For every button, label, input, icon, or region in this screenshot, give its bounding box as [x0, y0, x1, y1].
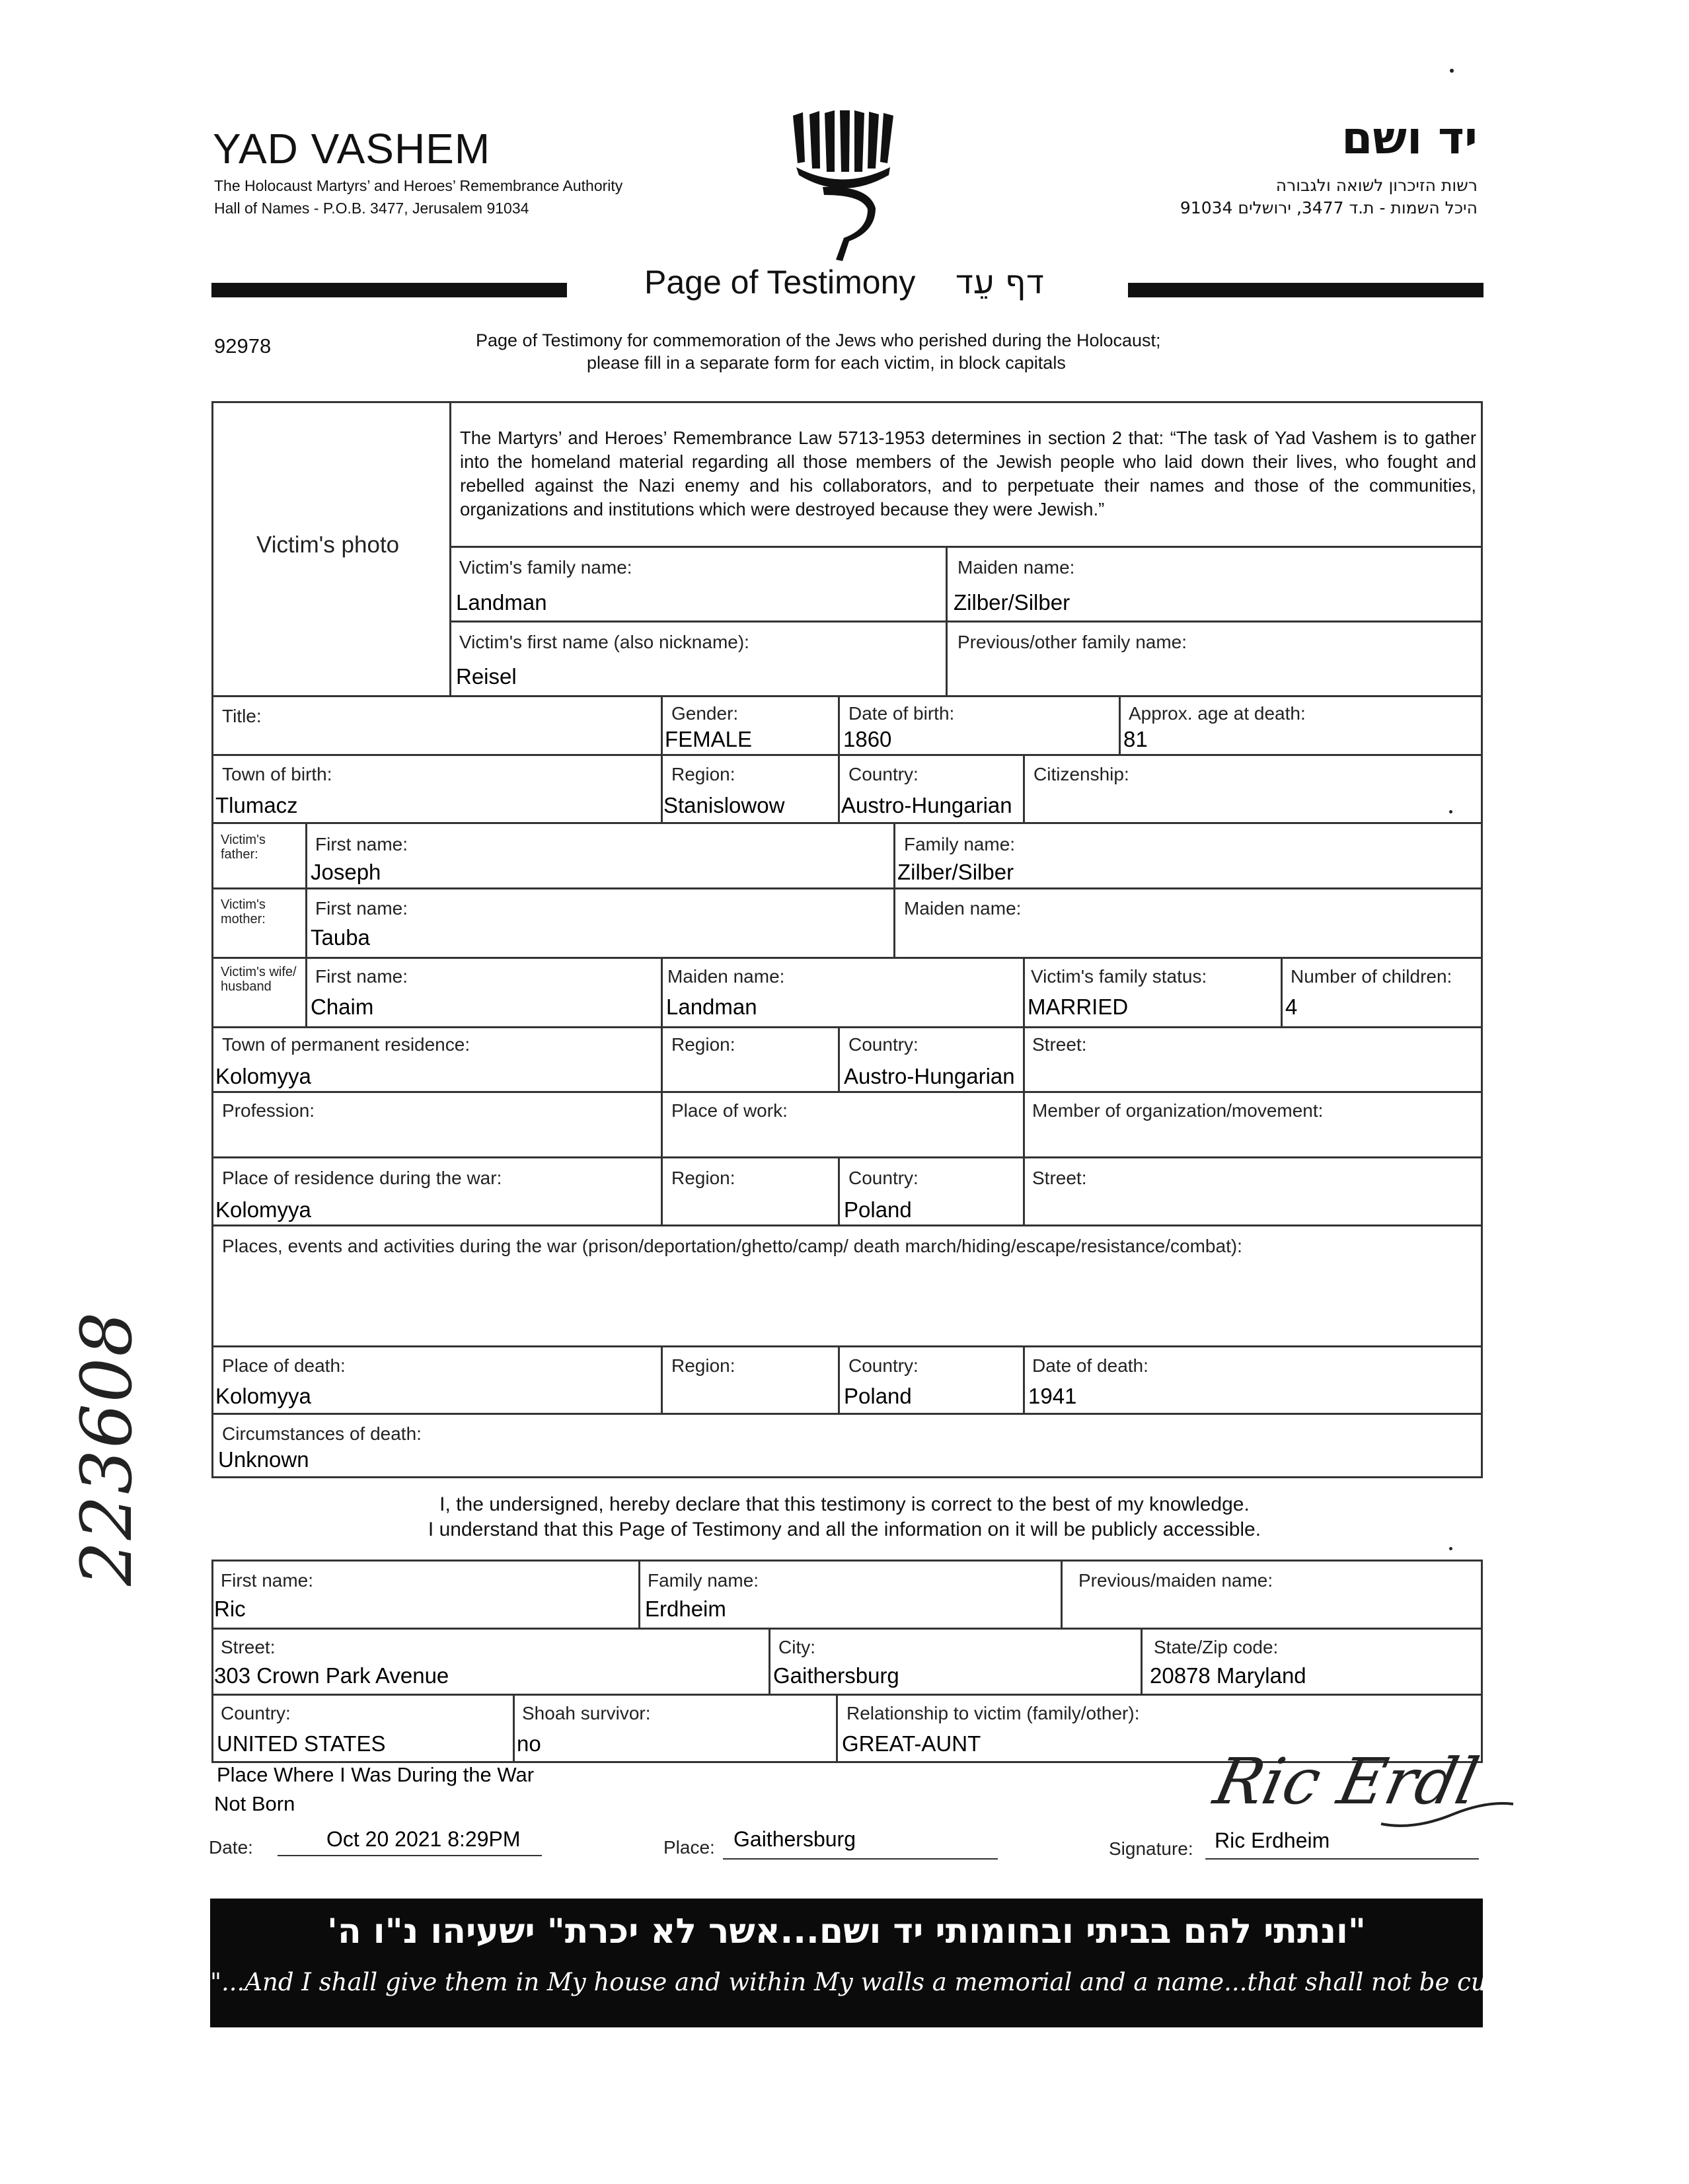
- dob-label: Date of birth:: [848, 703, 955, 724]
- scan-dot: [1450, 69, 1454, 73]
- submitter-city-label: City:: [778, 1637, 815, 1657]
- war-events-label: Places, events and activities during the war (prison/deportation/ghetto/camp/ death march/hiding/escape/resistance/combat):: [222, 1236, 1242, 1256]
- father-family-value[interactable]: Zilber/Silber: [897, 860, 1014, 884]
- place-value[interactable]: Gaithersburg: [733, 1827, 856, 1851]
- father-family-label: Family name:: [904, 834, 1016, 854]
- title-label: Title:: [222, 706, 262, 726]
- scan-dot: [1449, 810, 1452, 813]
- declaration-line-2: I understand that this Page of Testimony and all the information on it will be publicly accessible.: [428, 1519, 1261, 1540]
- date-label: Date:: [209, 1837, 253, 1858]
- mother-maiden-label: Maiden name:: [904, 898, 1022, 919]
- banner-reference: Isaiah 56:5: [1555, 1975, 1652, 1995]
- maiden-name-label: Maiden name:: [957, 557, 1075, 578]
- org-title: YAD VASHEM: [213, 125, 491, 172]
- org-address: Hall of Names - P.O.B. 3477, Jerusalem 91034: [214, 200, 529, 217]
- war-residence-label: Place of residence during the war:: [222, 1168, 502, 1188]
- signature-flourish: [1374, 1778, 1520, 1837]
- death-place-value[interactable]: Kolomyya: [215, 1384, 311, 1408]
- spouse-side-label: Victim's wife/ husband: [221, 965, 297, 994]
- residence-country-value[interactable]: Austro-Hungarian: [844, 1064, 1015, 1088]
- family-status-label: Victim's family status:: [1031, 966, 1207, 987]
- war-residence-value[interactable]: Kolomyya: [215, 1197, 311, 1222]
- age-label: Approx. age at death:: [1129, 703, 1306, 724]
- submitter-family-label: Family name:: [648, 1570, 759, 1591]
- submitter-prev-label: Previous/maiden name:: [1078, 1570, 1273, 1591]
- children-value[interactable]: 4: [1285, 995, 1298, 1019]
- submitter-country-value[interactable]: UNITED STATES: [217, 1731, 386, 1756]
- family-name-value[interactable]: Landman: [456, 590, 547, 615]
- town-birth-value[interactable]: Tlumacz: [215, 793, 298, 817]
- death-date-label: Date of death:: [1032, 1355, 1148, 1376]
- signature-script: Ric Erdl: [1208, 1745, 1485, 1819]
- town-birth-label: Town of birth:: [222, 764, 332, 784]
- menorah-logo: [783, 109, 902, 261]
- region-birth-label: Region:: [671, 764, 735, 784]
- region-birth-value[interactable]: Stanislowow: [663, 793, 785, 817]
- title-rule-right: [1128, 283, 1483, 297]
- banner-english-quote: "...And I shall give them in My house and within My walls a memorial and a name...that shall not be cut off": [210, 1968, 1548, 1996]
- handwritten-number: 223608: [66, 1310, 147, 1586]
- form-title: Page of Testimony: [644, 264, 916, 301]
- mother-first-label: First name:: [315, 898, 408, 919]
- war-street-label: Street:: [1032, 1168, 1087, 1188]
- signature-label: Signature:: [1109, 1838, 1193, 1859]
- submitter-state-label: State/Zip code:: [1154, 1637, 1279, 1657]
- submitter-first-value[interactable]: Ric: [214, 1597, 246, 1621]
- gender-label: Gender:: [671, 703, 739, 724]
- country-birth-value[interactable]: Austro-Hungarian: [841, 793, 1012, 817]
- father-first-value[interactable]: Joseph: [311, 860, 381, 884]
- photo-label: Victim's photo: [256, 532, 400, 558]
- place-label: Place:: [663, 1837, 715, 1858]
- submitter-city-value[interactable]: Gaithersburg: [773, 1663, 899, 1688]
- children-label: Number of children:: [1291, 966, 1452, 987]
- submitter-street-label: Street:: [221, 1637, 276, 1657]
- intro-line-2: please fill in a separate form for each victim, in block capitals: [587, 353, 1066, 373]
- submitter-state-value[interactable]: 20878 Maryland: [1150, 1663, 1306, 1688]
- relationship-value[interactable]: GREAT-AUNT: [842, 1731, 981, 1756]
- death-region-label: Region:: [671, 1355, 735, 1376]
- law-text: The Martyrs’ and Heroes’ Remembrance Law 5713-1953 determines in section 2 that: “The task of Yad Vashem is to gather into the homeland material regarding all those members of the Jewish people who laid down their lives, who fought and rebelled against the Nazi enemy and his collaborators, and to perpetuate their names and those of the communities, organizations and institutions which were destroyed because they were Jewish.”: [460, 428, 1476, 519]
- war-place-value[interactable]: Not Born: [214, 1792, 295, 1815]
- first-name-label: Victim's first name (also nickname):: [459, 632, 749, 652]
- death-date-value[interactable]: 1941: [1028, 1384, 1077, 1408]
- scan-dot: [1449, 1547, 1452, 1550]
- circumstances-label: Circumstances of death:: [222, 1423, 422, 1444]
- war-country-value[interactable]: Poland: [844, 1197, 912, 1222]
- father-first-label: First name:: [315, 834, 408, 854]
- date-value[interactable]: Oct 20 2021 8:29PM: [326, 1827, 521, 1851]
- banner-english: [210, 1968, 1652, 1996]
- submitter-first-label: First name:: [221, 1570, 314, 1591]
- place-of-work-label: Place of work:: [671, 1100, 788, 1121]
- death-country-value[interactable]: Poland: [844, 1384, 912, 1408]
- family-name-label: Victim's family name:: [459, 557, 632, 578]
- dob-value[interactable]: 1860: [843, 727, 892, 751]
- title-rule-left: [211, 283, 567, 297]
- citizenship-label: Citizenship:: [1033, 764, 1129, 784]
- maiden-name-value[interactable]: Zilber/Silber: [954, 590, 1070, 615]
- organization-label: Member of organization/movement:: [1032, 1100, 1324, 1121]
- residence-street-label: Street:: [1032, 1034, 1087, 1055]
- profession-label: Profession:: [222, 1100, 315, 1121]
- heb-address: היכל השמות - ת.ד 3477, ירושלים 91034: [1180, 198, 1478, 217]
- country-birth-label: Country:: [848, 764, 919, 784]
- survivor-value[interactable]: no: [517, 1731, 541, 1756]
- heb-subtitle: רשות הזיכרון לשואה ולגבורה: [1275, 176, 1478, 195]
- age-value[interactable]: 81: [1123, 727, 1148, 751]
- signature-name[interactable]: Ric Erdheim: [1215, 1828, 1330, 1852]
- prev-family-label: Previous/other family name:: [957, 632, 1187, 652]
- spouse-first-label: First name:: [315, 966, 408, 987]
- relationship-label: Relationship to victim (family/other):: [846, 1703, 1140, 1723]
- death-country-label: Country:: [848, 1355, 919, 1376]
- war-place-label: Place Where I Was During the War: [217, 1763, 535, 1786]
- intro-line-1: Page of Testimony for commemoration of the Jews who perished during the Holocaust;: [476, 330, 1161, 350]
- spouse-first-value[interactable]: Chaim: [311, 995, 374, 1019]
- banner-hebrew: "ונתתי להם בביתי ובחומותי יד ושם...אשר לא יכרת" ישעיהו נ"ו ה': [327, 1912, 1366, 1951]
- residence-town-value[interactable]: Kolomyya: [215, 1064, 311, 1088]
- war-region-label: Region:: [671, 1168, 735, 1188]
- org-subtitle: The Holocaust Martyrs’ and Heroes’ Remembrance Authority: [214, 177, 623, 194]
- residence-region-label: Region:: [671, 1034, 735, 1055]
- submitter-country-label: Country:: [221, 1703, 291, 1723]
- war-country-label: Country:: [848, 1168, 919, 1188]
- heb-title: יד ושם: [1341, 112, 1478, 165]
- death-place-label: Place of death:: [222, 1355, 346, 1376]
- residence-town-label: Town of permanent residence:: [222, 1034, 470, 1055]
- family-status-value[interactable]: MARRIED: [1028, 995, 1129, 1019]
- form-title-heb: דף עֵד: [955, 263, 1044, 301]
- gender-value[interactable]: FEMALE: [665, 727, 753, 751]
- survivor-label: Shoah survivor:: [522, 1703, 651, 1723]
- residence-country-label: Country:: [848, 1034, 919, 1055]
- spouse-maiden-label: Maiden name:: [667, 966, 785, 987]
- submitter-family-value[interactable]: Erdheim: [645, 1597, 726, 1621]
- circumstances-value[interactable]: Unknown: [218, 1447, 309, 1472]
- mother-side-label: Victim's mother:: [221, 897, 266, 926]
- victim-table: [211, 401, 1483, 1478]
- submitter-street-value[interactable]: 303 Crown Park Avenue: [214, 1663, 449, 1688]
- father-side-label: Victim's father:: [221, 833, 266, 862]
- form-number: 92978: [214, 334, 272, 358]
- declaration-line-1: I, the undersigned, hereby declare that this testimony is correct to the best of my knowledge.: [439, 1493, 1250, 1515]
- mother-first-value[interactable]: Tauba: [311, 925, 370, 950]
- first-name-value[interactable]: Reisel: [456, 664, 517, 689]
- spouse-maiden-value[interactable]: Landman: [666, 995, 757, 1019]
